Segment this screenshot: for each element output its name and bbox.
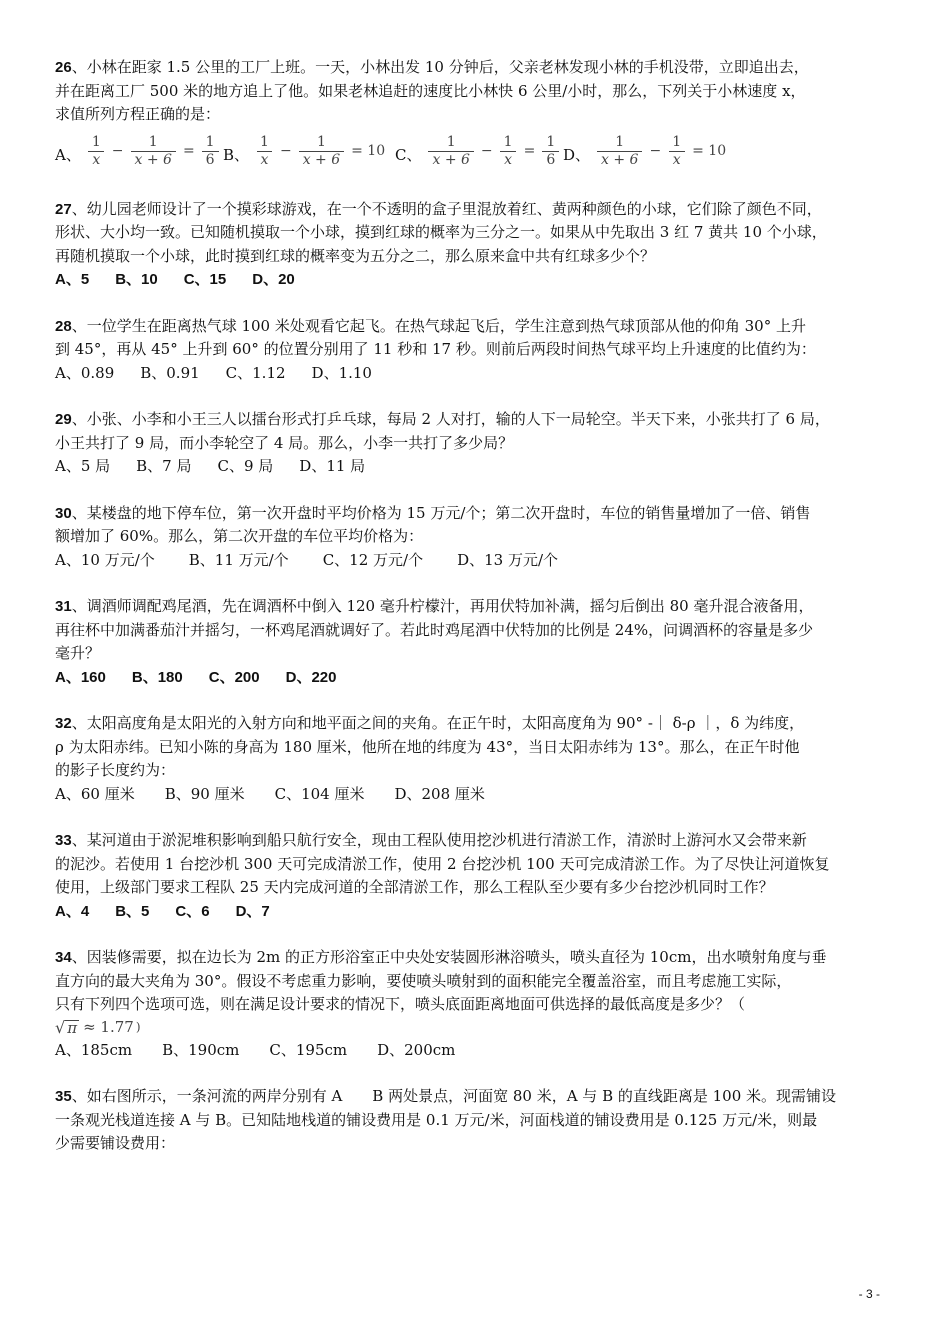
- question-text-line: 30、某楼盘的地下停车位，第一次开盘时平均价格为 15 万元/个；第二次开盘时，车位的销售量增加了一倍、销售: [55, 503, 811, 522]
- option-a[interactable]: A、 $\frac{1}{x}$ − $\frac{1}{x + 6}$ = $\frac{1}{6}$: [55, 134, 223, 169]
- option-d[interactable]: D、208 厘米: [394, 784, 485, 803]
- question-text-line: 并在距离工厂 500 米的地方追上了他。如果老林追赶的速度比小林快 6 公里/小时，那么，下列关于小林速度 x，: [55, 81, 806, 100]
- options-row: [55, 1039, 900, 1063]
- option-d[interactable]: D、11 局: [299, 457, 366, 475]
- question-text-line: 32、太阳高度角是太阳光的入射方向和地平面之间的夹角。在正午时，太阳高度角为 90° -｜ δ-ρ ｜，δ 为纬度，: [55, 714, 805, 732]
- question-35: [55, 1085, 900, 1156]
- option-a[interactable]: A、60 厘米: [55, 784, 135, 803]
- page-number: - 3 -: [858, 1287, 880, 1301]
- option-c[interactable]: C、104 厘米: [274, 784, 365, 803]
- question-text-line: 到 45°，再从 45° 上升到 60° 的位置分别用了 11 秒和 17 秒。则前后两段时间热气球平均上升速度的比值约为：: [55, 340, 816, 358]
- option-a[interactable]: A、185cm: [55, 1040, 133, 1059]
- question-30: [55, 502, 900, 573]
- question-text-line: ρ 为太阳赤纬。已知小陈的身高为 180 厘米，他所在地的纬度为 43°，当日太阳赤纬为 13°。那么，在正午时他: [55, 737, 800, 756]
- option-b[interactable]: B、0.91: [140, 363, 200, 382]
- option-b[interactable]: B、11 万元/个: [188, 550, 289, 569]
- question-text-line: 35、如右图所示，一条河流的两岸分别有 A B 两处景点，河面宽 80 米，A 与 B 的直线距离是 100 米。现需铺设: [55, 1087, 837, 1105]
- option-c[interactable]: C、195cm: [269, 1040, 348, 1059]
- options-row: [55, 549, 900, 573]
- equation: $\frac{1}{x}$ − $\frac{1}{x + 6}$ = 10: [253, 134, 389, 169]
- option-c[interactable]: C、1.12: [225, 363, 286, 382]
- option-b[interactable]: B、180: [131, 668, 183, 686]
- question-text-line: 小王共打了 9 局，而小李轮空了 4 局。那么，小李一共打了多少局？: [55, 433, 514, 452]
- option-d[interactable]: D、220: [285, 668, 337, 686]
- option-d[interactable]: D、20: [252, 271, 295, 288]
- option-d[interactable]: D、7: [235, 902, 270, 920]
- option-d[interactable]: D、 $\frac{1}{x + 6}$ − $\frac{1}{x}$ = 10: [563, 134, 730, 169]
- option-b[interactable]: B、90 厘米: [164, 784, 245, 803]
- option-a[interactable]: A、4: [55, 902, 90, 920]
- option-d[interactable]: D、200cm: [377, 1040, 456, 1059]
- question-text-line: 的泥沙。若使用 1 台挖沙机 300 天可完成清淤工作，使用 2 台挖沙机 100 天可完成清淤工作。为了尽快让河道恢复: [55, 854, 830, 873]
- option-c[interactable]: C、200: [208, 668, 260, 686]
- options-row: [55, 900, 900, 924]
- question-text-line: 的影子长度约为：: [55, 761, 176, 779]
- option-a[interactable]: A、5: [55, 271, 90, 288]
- option-a[interactable]: A、10 万元/个: [55, 550, 155, 569]
- question-text-line: 31、调酒师调配鸡尾酒，先在调酒杯中倒入 120 毫升柠檬汁，再用伏特加补满，摇匀后倒出 80 毫升混合液备用，: [55, 597, 814, 615]
- question-text-line: 再往杯中加满番茄汁并摇匀，一杯鸡尾酒就调好了。若此时鸡尾酒中伏特加的比例是 24%，问调酒杯的容量是多少: [55, 620, 814, 639]
- question-29: [55, 408, 900, 479]
- option-c[interactable]: C、12 万元/个: [322, 550, 424, 569]
- options-row: [55, 666, 900, 690]
- question-text-line: 26、小林在距家 1.5 公里的工厂上班。一天，小林出发 10 分钟后，父亲老林发现小林的手机没带，立即追出去，: [55, 58, 809, 76]
- option-b[interactable]: B、10: [115, 271, 158, 288]
- options-row: [55, 455, 900, 479]
- question-28: [55, 315, 900, 386]
- radical-sign-icon: √: [55, 1017, 66, 1037]
- question-text-line: 直方向的最大夹角为 30°。假设不考虑重力影响，要使喷头喷射到的面积能完全覆盖浴室，而且考虑施工实际，: [55, 971, 792, 990]
- option-b[interactable]: B、7 局: [136, 457, 192, 475]
- question-text-line: 形状、大小均一致。已知随机摸取一个小球，摸到红球的概率为三分之一。如果从中先取出 3 红 7 黄共 10 个小球，: [55, 223, 827, 241]
- sqrt-approximation: √ π ≈ 1.77 ): [55, 1017, 900, 1039]
- question-text-line: 27、幼儿园老师设计了一个摸彩球游戏，在一个不透明的盒子里混放着红、黄两种颜色的小球，它们除了颜色不同，: [55, 199, 822, 218]
- question-text-line: 只有下列四个选项可选，则在满足设计要求的情况下，喷头底面距离地面可供选择的最低高度是多少？（: [55, 995, 746, 1013]
- option-c[interactable]: C、6: [175, 902, 210, 920]
- question-text-line: 33、某河道由于淤泥堆积影响到船只航行安全，现由工程队使用挖沙机进行清淤工作，清淤时上游河水又会带来新: [55, 831, 807, 849]
- question-text-line: 使用，上级部门要求工程队 25 天内完成河道的全部清淤工作，那么工程队至少要有多少台挖沙机同时工作？: [55, 878, 774, 896]
- options-row: [55, 129, 900, 175]
- question-27: [55, 198, 900, 292]
- question-text-line: 毫升？: [55, 644, 101, 662]
- question-26: [55, 56, 900, 175]
- equation: $\frac{1}{x}$ − $\frac{1}{x + 6}$ = $\frac{1}{6}$: [85, 134, 222, 169]
- question-text-line: 求值所列方程正确的是：: [55, 105, 221, 123]
- question-33: [55, 829, 900, 923]
- question-text-line: 28、一位学生在距离热气球 100 米处观看它起飞。在热气球起飞后，学生注意到热气球顶部从他的仰角 30° 上升: [55, 316, 806, 335]
- question-text-line: 额增加了 60%。那么，第二次开盘的车位平均价格为：: [55, 527, 424, 545]
- question-text-line: 少需要铺设费用：: [55, 1134, 176, 1152]
- option-c[interactable]: C、15: [183, 271, 227, 288]
- question-text-line: 一条观光栈道连接 A 与 B。已知陆地栈道的铺设费用是 0.1 万元/米，河面栈道的铺设费用是 0.125 万元/米，则最: [55, 1110, 818, 1129]
- options-row: [55, 362, 900, 386]
- option-a[interactable]: A、5 局: [55, 457, 111, 475]
- equation: $\frac{1}{x + 6}$ − $\frac{1}{x}$ = 10: [594, 134, 730, 169]
- options-row: [55, 268, 900, 292]
- question-sheet: [55, 56, 900, 1179]
- option-c[interactable]: C、9 局: [217, 457, 274, 475]
- option-d[interactable]: D、13 万元/个: [457, 550, 559, 569]
- question-31: [55, 595, 900, 689]
- options-row: [55, 783, 900, 807]
- question-text-line: 29、小张、小李和小王三人以擂台形式打乒乓球，每局 2 人对打，输的人下一局轮空。半天下来，小张共打了 6 局，: [55, 410, 830, 428]
- question-number: 26: [55, 59, 72, 76]
- option-b[interactable]: B、 $\frac{1}{x}$ − $\frac{1}{x + 6}$ = 10: [223, 134, 395, 169]
- question-text-line: 34、因装修需要，拟在边长为 2m 的正方形浴室正中央处安装圆形淋浴喷头，喷头直径为 10cm，出水喷射角度与垂: [55, 948, 827, 966]
- option-c[interactable]: C、 $\frac{1}{x + 6}$ − $\frac{1}{x}$ = $\frac{1}{6}$: [395, 134, 563, 169]
- option-a[interactable]: A、160: [55, 668, 106, 686]
- question-32: [55, 712, 900, 806]
- option-a[interactable]: A、0.89: [55, 363, 115, 382]
- option-d[interactable]: D、1.10: [311, 363, 372, 382]
- option-b[interactable]: B、190cm: [162, 1040, 240, 1059]
- question-34: [55, 946, 900, 1062]
- question-text-line: 再随机摸取一个小球，此时摸到红球的概率变为五分之二，那么原来盒中共有红球多少个？: [55, 246, 656, 265]
- equation: $\frac{1}{x + 6}$ − $\frac{1}{x}$ = $\frac{1}{6}$: [425, 134, 562, 169]
- option-b[interactable]: B、5: [115, 902, 150, 920]
